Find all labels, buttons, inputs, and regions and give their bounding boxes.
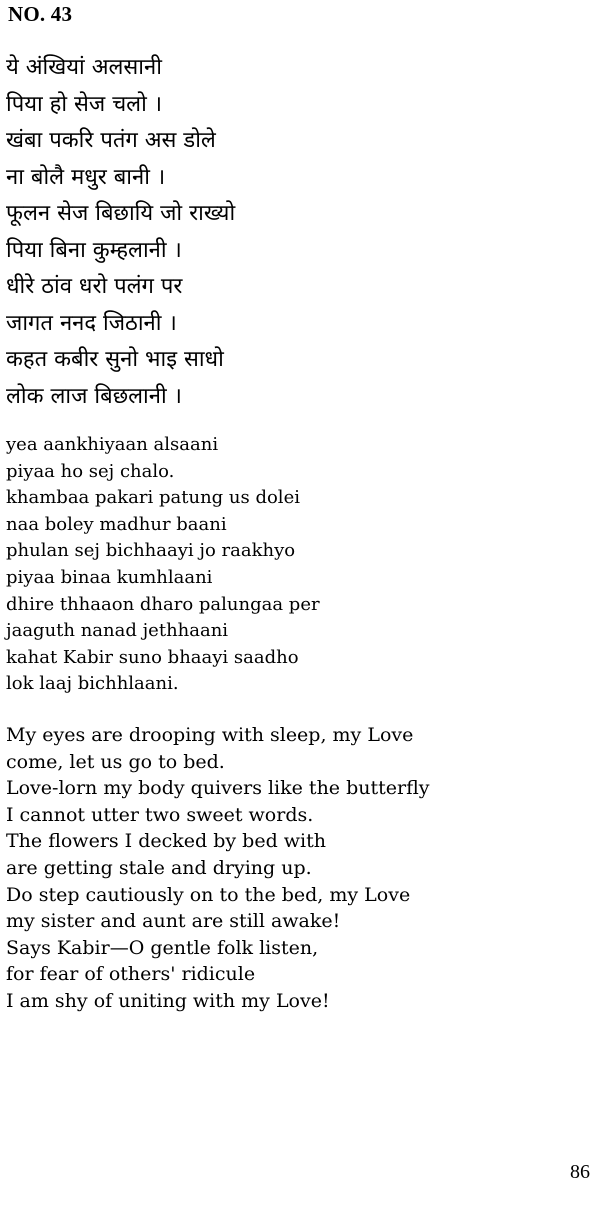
transliteration-line: dhire thhaaon dharo palungaa per bbox=[6, 593, 320, 615]
english-line: The flowers I decked by bed with bbox=[6, 830, 326, 853]
hindi-line: फूलन सेज बिछायि जो राख्यो bbox=[6, 201, 236, 226]
transliteration-line: piyaa ho sej chalo. bbox=[6, 460, 175, 482]
english-line: I cannot utter two sweet words. bbox=[6, 803, 314, 826]
hindi-line: ना बोलै मधुर बानी । bbox=[6, 164, 166, 190]
transliteration-line: jaaguth nanad jethhaani bbox=[6, 620, 229, 642]
hindi-line: खंबा पकरि पतंग अस डोले bbox=[6, 128, 216, 153]
english-line: Do step cautiously on to the bed, my Love bbox=[6, 883, 411, 906]
english-line: Says Kabir—O gentle folk listen, bbox=[6, 936, 319, 959]
transliteration-line: phulan sej bichhaayi jo raakhyo bbox=[6, 540, 296, 562]
english-line: My eyes are drooping with sleep, my Love bbox=[6, 724, 414, 746]
english-line: for fear of others' ridicule bbox=[6, 963, 256, 986]
transliteration-line: lok laaj bichhlaani. bbox=[6, 673, 179, 695]
english-translation bbox=[6, 722, 566, 1015]
transliteration-verse bbox=[6, 432, 566, 698]
page-number: 86 bbox=[570, 1161, 590, 1183]
hindi-line: कहत कबीर सुनो भाइ साधो bbox=[6, 347, 224, 372]
hindi-line: धीरे ठांव धरो पलंग पर bbox=[6, 274, 183, 299]
transliteration-line: khambaa pakari patung us dolei bbox=[6, 487, 300, 509]
transliteration-line: yea aankhiyaan alsaani bbox=[6, 434, 219, 455]
hindi-verse bbox=[6, 50, 566, 415]
english-line: Love-lorn my body quivers like the butterfly bbox=[6, 777, 430, 800]
english-line: I am shy of uniting with my Love! bbox=[6, 989, 330, 1012]
hindi-line: जागत ननद जिठानी । bbox=[6, 310, 177, 336]
english-line: my sister and aunt are still awake! bbox=[6, 910, 341, 933]
english-line: are getting stale and drying up. bbox=[6, 856, 312, 879]
transliteration-line: kahat Kabir suno bhaayi saadho bbox=[6, 646, 299, 668]
hindi-line: पिया बिना कुम्हलानी । bbox=[6, 237, 182, 263]
transliteration-line: piyaa binaa kumhlaani bbox=[6, 566, 213, 588]
english-line: come, let us go to bed. bbox=[6, 750, 225, 773]
hindi-line: लोक लाज बिछलानी । bbox=[6, 383, 182, 409]
poem-number: NO. 43 bbox=[8, 2, 73, 26]
hindi-line: ये अंखियां अलसानी bbox=[6, 55, 162, 80]
hindi-line: पिया हो सेज चलो । bbox=[6, 91, 163, 117]
transliteration-line: naa boley madhur baani bbox=[6, 513, 227, 535]
